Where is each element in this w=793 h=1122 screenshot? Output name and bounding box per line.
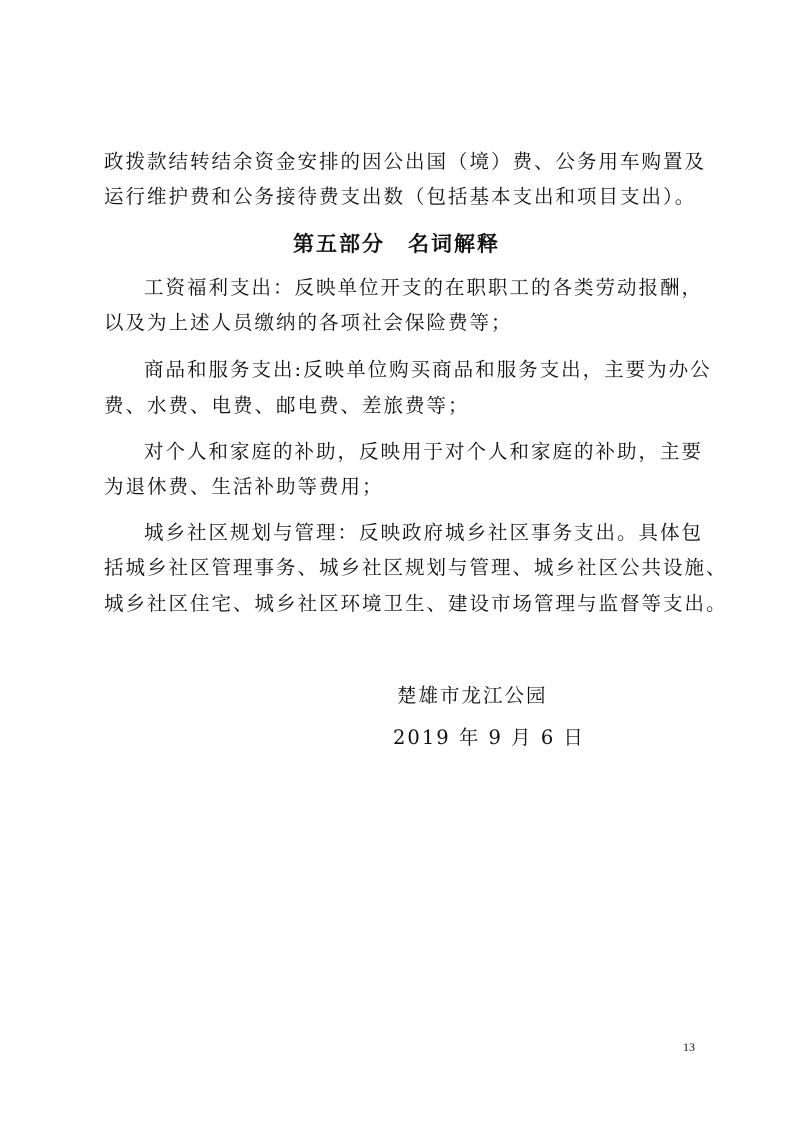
page-number: 13 <box>683 1040 695 1054</box>
intro-line-2: 运行维护费和公务接待费支出数（包括基本支出和项目支出）。 <box>104 185 697 208</box>
intro-line-1: 政拨款结转结余资金安排的因公出国（境）费、公务用车购置及 <box>104 150 707 173</box>
term-community-line-2: 括城乡社区管理事务、城乡社区规划与管理、城乡社区公共设施、 <box>104 556 728 579</box>
term-community-line-3: 城乡社区住宅、城乡社区环境卫生、建设市场管理与监督等支出。 <box>104 592 728 615</box>
term-subsidy-line-1: 对个人和家庭的补助，反映用于对个人和家庭的补助，主要 <box>144 440 704 463</box>
term-wages-line-1: 工资福利支出：反映单位开支的在职职工的各类劳动报酬， <box>144 276 704 299</box>
term-subsidy-line-2: 为退休费、生活补助等费用； <box>104 475 384 498</box>
term-goods-line-2: 费、水费、电费、邮电费、差旅费等； <box>104 394 470 417</box>
term-wages-line-2: 以及为上述人员缴纳的各项社会保险费等； <box>104 311 513 334</box>
term-goods-line-1: 商品和服务支出:反映单位购买商品和服务支出，主要为办公 <box>144 358 712 381</box>
section-title: 第五部分 名词解释 <box>293 231 500 256</box>
term-community-line-1: 城乡社区规划与管理：反映政府城乡社区事务支出。具体包 <box>144 521 704 544</box>
signature-date: 2019 年 9 月 6 日 <box>393 726 585 749</box>
signature-org: 楚雄市龙江公园 <box>397 684 548 707</box>
